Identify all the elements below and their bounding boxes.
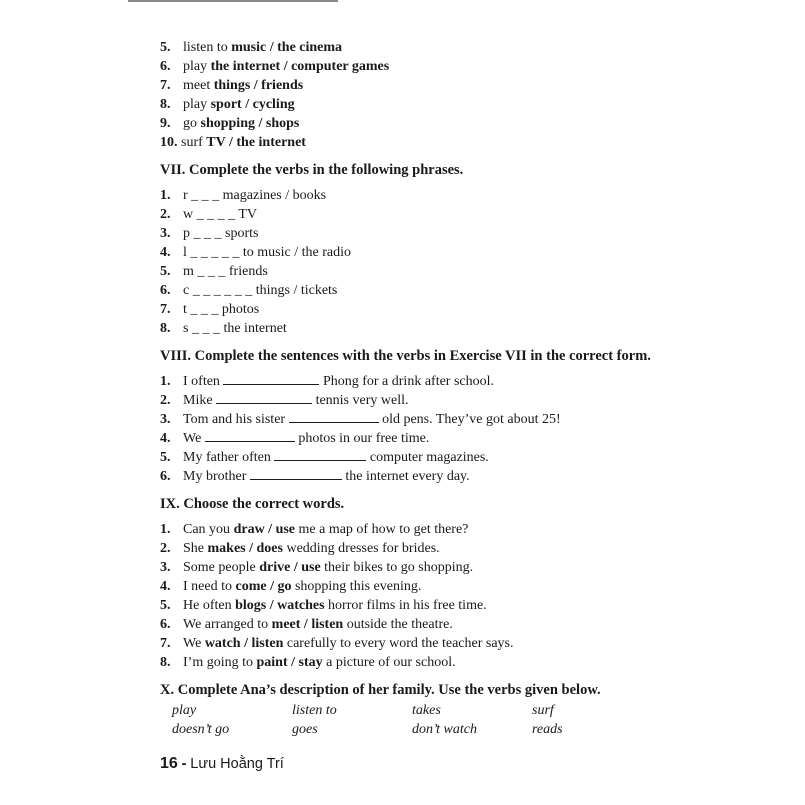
list-item: 2. w _ _ _ _ TV (160, 207, 258, 222)
list-item: 6. c _ _ _ _ _ _ things / tickets (160, 283, 338, 298)
list-item: 6. My brother the internet every day. (160, 469, 470, 484)
list-item: 7. We watch / listen carefully to every word the teacher says. (160, 636, 514, 651)
choice-options[interactable]: makes / does (207, 541, 283, 556)
list-item: 3. Tom and his sister old pens. They’ve got about 25! (160, 412, 561, 427)
page-number: 16 (160, 755, 178, 772)
list-item: 3. p _ _ _ sports (160, 226, 259, 241)
footer-separator: - (181, 755, 187, 772)
choice-options[interactable]: drive / use (259, 560, 321, 575)
list-item: 6. play the internet / computer games (160, 59, 390, 74)
word-bank-item: takes (412, 703, 441, 718)
word-bank (172, 701, 672, 739)
exercise-8-list (160, 372, 680, 486)
list-item: 4. I need to come / go shopping this evening. (160, 579, 422, 594)
choice-options[interactable]: come / go (235, 579, 292, 594)
choice-options[interactable]: draw / use (233, 522, 296, 537)
list-item: 2. She makes / does wedding dresses for brides. (160, 541, 440, 556)
list-item: 5. He often blogs / watches horror films in his free time. (160, 598, 487, 613)
page-content (160, 38, 680, 700)
list-item: 9. go shopping / shops (160, 116, 300, 131)
word-bank-item: play (172, 703, 197, 718)
list-item: 7. meet things / friends (160, 78, 304, 93)
word-bank-item: don’t watch (412, 722, 477, 737)
word-bank-row (172, 720, 672, 739)
list-item: 5. My father often computer magazines. (160, 450, 489, 465)
exercise-10-heading: X. Complete Ana’s description of her family. Use the verbs given below. (160, 682, 601, 698)
list-item: 6. We arranged to meet / listen outside the theatre. (160, 617, 453, 632)
list-item: 10. surf TV / the internet (160, 135, 306, 150)
list-item: 4. We photos in our free time. (160, 431, 430, 446)
answer-blank[interactable] (223, 372, 319, 385)
list-item: 4. l _ _ _ _ _ to music / the radio (160, 245, 351, 260)
answer-blank[interactable] (216, 391, 312, 404)
answer-blank[interactable] (205, 429, 295, 442)
list-item: 8. s _ _ _ the internet (160, 321, 287, 336)
exercise-9-heading: IX. Choose the correct words. (160, 496, 345, 512)
list-item: 1. Can you draw / use me a map of how to get there? (160, 522, 469, 537)
exercise-7-heading: VII. Complete the verbs in the following phrases. (160, 162, 464, 178)
top-rule (128, 0, 338, 2)
list-item: 7. t _ _ _ photos (160, 302, 260, 317)
word-bank-item: doesn’t go (172, 722, 230, 737)
word-bank-row (172, 701, 672, 720)
choice-options[interactable]: paint / stay (256, 655, 323, 670)
list-item: 1. r _ _ _ magazines / books (160, 188, 327, 203)
word-bank-item: goes (292, 722, 318, 737)
list-item: 5. m _ _ _ friends (160, 264, 268, 279)
exercise-8-heading: VIII. Complete the sentences with the verbs in Exercise VII in the correct form. (160, 348, 651, 364)
list-item: 8. I’m going to paint / stay a picture of our school. (160, 655, 456, 670)
exercise-9-list (160, 520, 680, 672)
list-item: 1. I often Phong for a drink after school. (160, 374, 495, 389)
page-footer (160, 755, 284, 773)
word-bank-item: surf (532, 703, 554, 718)
exercise-7-list (160, 186, 680, 338)
choice-options[interactable]: blogs / watches (235, 598, 325, 613)
choice-options[interactable]: watch / listen (204, 636, 284, 651)
answer-blank[interactable] (250, 467, 342, 480)
answer-blank[interactable] (274, 448, 366, 461)
choice-options[interactable]: meet / listen (271, 617, 344, 632)
list-item: 5. listen to music / the cinema (160, 40, 343, 55)
list-item: 2. Mike tennis very well. (160, 393, 409, 408)
word-bank-item: reads (532, 722, 563, 737)
word-bank-item: listen to (292, 703, 337, 718)
answer-blank[interactable] (289, 410, 379, 423)
list-item: 8. play sport / cycling (160, 97, 295, 112)
author-name: Lưu Hoằng Trí (190, 756, 284, 772)
list-item: 3. Some people drive / use their bikes to go shopping. (160, 560, 474, 575)
continued-list (160, 38, 680, 152)
